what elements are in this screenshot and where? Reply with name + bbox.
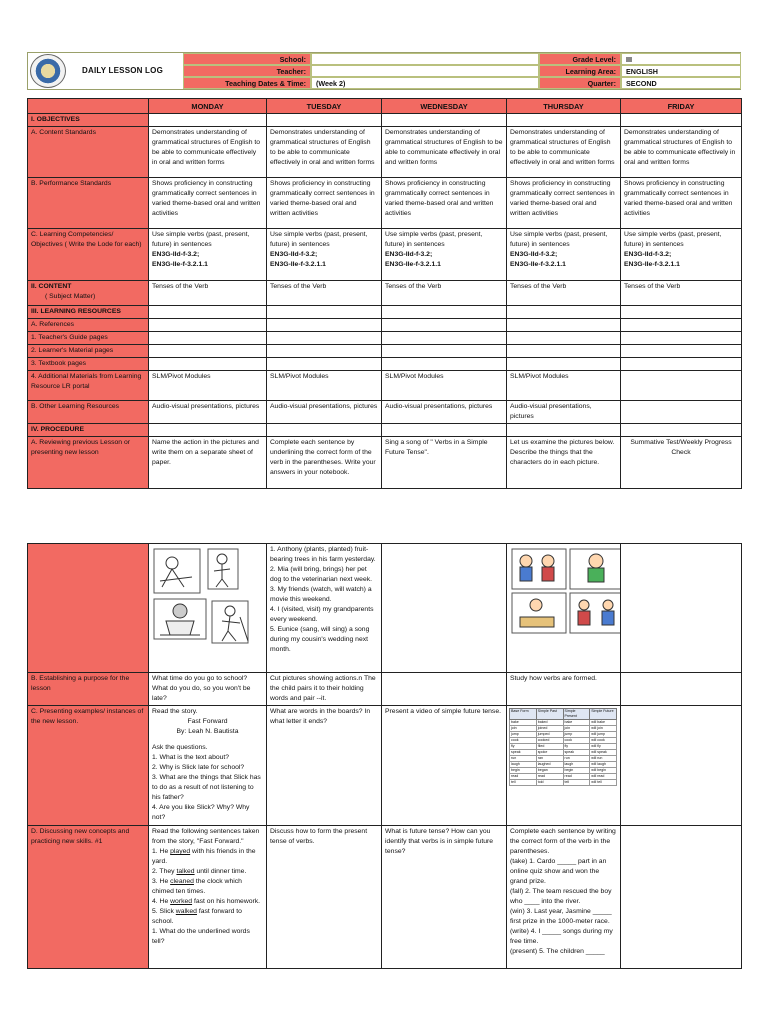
verb-table-cell: laughed — [536, 762, 563, 768]
examples-mon: Read the story. Fast Forward By: Leah N. Bautista Ask the questions. 1. What is the text about? 2. Why is Slick late for school? 3. What are the things that Slick has to do as a result of not listening to his father? 4. Are you like Slick? Why? Why not? — [149, 706, 267, 826]
performance-standards-wed: Shows proficiency in constructing grammatically correct sentences in varied theme-based oral and written activities — [382, 178, 507, 229]
examples-thu — [507, 706, 621, 826]
additional-materials-row — [28, 371, 742, 401]
verb-table-row — [510, 780, 617, 786]
competencies-mon: Use simple verbs (past, present, future) in sentences EN3G-IId-f-3.2; EN3G-IIe-f-3.2.1.1 — [149, 229, 267, 281]
verb-table-cell: join — [563, 726, 590, 732]
school-label: School: — [183, 53, 311, 65]
competencies-label: C. Learning Competencies/ Objectives ( Write the Lode for each) — [28, 229, 149, 281]
competencies-wed: Use simple verbs (past, present, future) in sentences EN3G-IId-f-3.2; EN3G-IIe-f-3.2.1.1 — [382, 229, 507, 281]
review-fri: Summative Test/Weekly Progress Check — [621, 437, 742, 489]
verb-table-cell: will bake — [590, 720, 617, 726]
verb-table-cell: begin — [510, 768, 537, 774]
verb-table-cell: will speak — [590, 750, 617, 756]
performance-standards-mon: Shows proficiency in constructing grammatically correct sentences in varied theme-based oral and written activities — [149, 178, 267, 229]
other-tue: Audio-visual presentations, pictures — [267, 401, 382, 424]
verb-table-cell: cooked — [536, 738, 563, 744]
verb-table-cell: tell — [563, 780, 590, 786]
content-standards-row — [28, 127, 742, 178]
textbook-label: 3. Textbook pages — [28, 358, 149, 371]
verb-table-cell: read — [536, 774, 563, 780]
discussing-row — [28, 826, 742, 969]
teaching-dates-label: Teaching Dates & Time: — [183, 77, 311, 89]
story-sentence-5: 5. Slick walked fast forward to school. — [152, 908, 242, 925]
competencies-row — [28, 229, 742, 281]
review-wed: Sing a song of " Verbs in a Simple Future Tense". — [382, 437, 507, 489]
action-pictures-image — [152, 547, 262, 665]
verb-table-cell: read — [510, 774, 537, 780]
day-header-row — [28, 99, 742, 114]
corner-cell — [28, 99, 149, 114]
other-mon: Audio-visual presentations, pictures — [149, 401, 267, 424]
performance-standards-fri: Shows proficiency in constructing grammatically correct sentences in varied theme-based oral and written activities — [621, 178, 742, 229]
teachers-guide-label: 1. Teacher's Guide pages — [28, 332, 149, 345]
verb-table-cell: cook — [563, 738, 590, 744]
verb-table-cell: jump — [563, 732, 590, 738]
performance-standards-tue: Shows proficiency in constructing grammatically correct sentences in varied theme-based oral and written activities — [267, 178, 382, 229]
additional-tue: SLM/Pivot Modules — [267, 371, 382, 401]
characters-pictures-image — [510, 547, 621, 637]
purpose-label: B. Establishing a purpose for the lesson — [28, 673, 149, 706]
discussing-mon: Read the following sentences taken from the story, "Fast Forward." 1. He played with his friends in the yard. 2. They talked until dinner time. 3. He cleaned the clock which chimed ten times. 4. He worked fast on his homework. 5. Slick walked fast forward to school. 1. What do the underlined words tell? — [149, 826, 267, 969]
other-wed: Audio-visual presentations, pictures — [382, 401, 507, 424]
examples-row — [28, 706, 742, 826]
verb-table-cell: laugh — [510, 762, 537, 768]
additional-materials-label: 4. Additional Materials from Learning Resource LR portal — [28, 371, 149, 401]
content-standards-fri: Demonstrates understanding of grammatical structures of English to be able to communicate effectively in oral and written forms — [621, 127, 742, 178]
verb-table-cell: will begin — [590, 768, 617, 774]
objectives-row — [28, 114, 742, 127]
content-row — [28, 281, 742, 306]
verb-table-cell: speak — [510, 750, 537, 756]
verb-table-cell: will laugh — [590, 762, 617, 768]
additional-thu: SLM/Pivot Modules — [507, 371, 621, 401]
verb-table-cell: cook — [510, 738, 537, 744]
verb-table-cell: flied — [536, 744, 563, 750]
verb-table-cell: run — [563, 756, 590, 762]
discussing-tue: Discuss how to form the present tense of verbs. — [267, 826, 382, 969]
verb-table-cell: jumped — [536, 732, 563, 738]
review-continued-row — [28, 544, 742, 673]
review-mon: Name the action in the pictures and write them on a separate sheet of paper. — [149, 437, 267, 489]
verb-table-cell: fly — [510, 744, 537, 750]
verb-table-cell: tell — [510, 780, 537, 786]
review-row — [28, 437, 742, 489]
procedure-label: IV. PROCEDURE — [28, 424, 149, 437]
learning-area-label: Learning Area: — [539, 65, 621, 77]
verb-table-cell: ran — [536, 756, 563, 762]
discussing-thu: Complete each sentence by writing the correct form of the verb in the parentheses. (take) 1. Cardo _____ part in an online quiz show and won the grand prize. (fall) 2. The team rescued the boy who ____ into the river. (win) 3. Last year, Jasmine _____ first prize in the 1000-meter race. (write) 4. I _____ songs during my free time. (present) 5. The children _____ — [507, 826, 621, 969]
grade-level-label: Grade Level: — [539, 53, 621, 65]
resources-label: III. LEARNING RESOURCES — [28, 306, 149, 319]
content-standards-tue: Demonstrates understanding of grammatical structures of English to be able to communicate effectively in oral and written forms — [267, 127, 382, 178]
teacher-label: Teacher: — [183, 65, 311, 77]
verb-table-cell: joined — [536, 726, 563, 732]
learners-material-row — [28, 345, 742, 358]
additional-wed: SLM/Pivot Modules — [382, 371, 507, 401]
story-sentence-4: 4. He worked fast on his homework. — [152, 898, 261, 905]
verb-table-cell: will read — [590, 774, 617, 780]
verb-table-cell: bake — [563, 720, 590, 726]
content-label: II. CONTENT ( Subject Matter) — [28, 281, 149, 306]
purpose-tue: Cut pictures showing actions.n The the child pairs it to their holding words and pair --it. — [267, 673, 382, 706]
verb-table-cell: fly — [563, 744, 590, 750]
review-tue: Complete each sentence by underlining the correct form of the verb in the parentheses. Write your answers in your notebook. — [267, 437, 382, 489]
grade-level-value[interactable]: III — [621, 53, 741, 65]
verb-table-header: Simple Future — [590, 709, 617, 720]
day-tuesday: TUESDAY — [267, 99, 382, 114]
textbook-row — [28, 358, 742, 371]
verb-table-cell: jump — [510, 732, 537, 738]
content-fri: Tenses of the Verb — [621, 281, 742, 306]
discussing-wed: What is future tense? How can you identify that verbs is in simple future tense? — [382, 826, 507, 969]
verb-table-cell: will jump — [590, 732, 617, 738]
references-label: A. References — [28, 319, 149, 332]
review-pictures-thu — [507, 544, 621, 673]
purpose-thu: Study how verbs are formed. — [507, 673, 621, 706]
verb-table-header: Base Form — [510, 709, 537, 720]
verb-table-cell: read — [563, 774, 590, 780]
verb-table-cell: spoke — [536, 750, 563, 756]
resources-row — [28, 306, 742, 319]
quarter-value[interactable]: SECOND — [621, 77, 741, 89]
story-author: By: Leah N. Bautista — [176, 728, 239, 735]
content-standards-wed: Demonstrates understanding of grammatical structures of English to be able to communicate effectively in oral and written forms — [382, 127, 507, 178]
review-thu: Let us examine the pictures below. Describe the things that the characters do in each picture. — [507, 437, 621, 489]
content-mon: Tenses of the Verb — [149, 281, 267, 306]
verb-table-cell: speak — [563, 750, 590, 756]
day-wednesday: WEDNESDAY — [382, 99, 507, 114]
teachers-guide-row — [28, 332, 742, 345]
day-friday: FRIDAY — [621, 99, 742, 114]
examples-tue: What are words in the boards? In what letter it ends? — [267, 706, 382, 826]
verb-table-header: Simple Present — [563, 709, 590, 720]
verb-table-cell: baked — [536, 720, 563, 726]
teacher-value[interactable] — [311, 65, 539, 77]
verb-table-cell: will cook — [590, 738, 617, 744]
lesson-log-table-1 — [27, 98, 742, 489]
story-title: Fast Forward — [187, 718, 228, 725]
content-standards-mon: Demonstrates understanding of grammatical structures of English to be able to communicate effectively in oral and written forms — [149, 127, 267, 178]
verb-table-cell: run — [510, 756, 537, 762]
review-pictures-mon — [149, 544, 267, 673]
page-title: DAILY LESSON LOG — [82, 66, 163, 75]
objectives-label: I. OBJECTIVES — [28, 114, 149, 127]
competencies-fri: Use simple verbs (past, present, future) in sentences EN3G-IId-f-3.2; EN3G-IIe-f-3.2.1.1 — [621, 229, 742, 281]
other-resources-label: B. Other Learning Resources — [28, 401, 149, 424]
teaching-dates-value[interactable]: (Week 2) — [311, 77, 539, 89]
purpose-mon: What time do you go to school? What do you do, so you won't be late? — [149, 673, 267, 706]
story-sentence-1: 1. He played with his friends in the yard. — [152, 848, 256, 865]
verb-table-cell: laugh — [563, 762, 590, 768]
day-thursday: THURSDAY — [507, 99, 621, 114]
verb-table-cell: began — [536, 768, 563, 774]
references-row — [28, 319, 742, 332]
learning-area-value[interactable]: ENGLISH — [621, 65, 741, 77]
competencies-tue: Use simple verbs (past, present, future) in sentences EN3G-IId-f-3.2; EN3G-IIe-f-3.2.1.1 — [267, 229, 382, 281]
discussing-label: D. Discussing new concepts and practicing new skills. #1 — [28, 826, 149, 969]
verb-table-cell: join — [510, 726, 537, 732]
content-wed: Tenses of the Verb — [382, 281, 507, 306]
verb-table-cell: bake — [510, 720, 537, 726]
story-sentence-2: 2. They talked until dinner time. — [152, 868, 247, 875]
verb-table-cell: told — [536, 780, 563, 786]
examples-wed: Present a video of simple future tense. — [382, 706, 507, 826]
other-resources-row — [28, 401, 742, 424]
performance-standards-row — [28, 178, 742, 229]
additional-mon: SLM/Pivot Modules — [149, 371, 267, 401]
performance-standards-thu: Shows proficiency in constructing grammatically correct sentences in varied theme-based oral and written activities — [507, 178, 621, 229]
lesson-log-table-2 — [27, 543, 742, 969]
deped-seal-icon — [30, 54, 66, 88]
verb-table-header: Simple Past — [536, 709, 563, 720]
learners-material-label: 2. Learner's Material pages — [28, 345, 149, 358]
review-sentences-tue: 1. Anthony (plants, planted) fruit-bearing trees in his farm yesterday. 2. Mia (will bring, brings) her pet dog to the veterinarian next week. 3. My friends (watch, will watch) a movie this weekend. 4. I (visited, visit) my grandparents every weekend. 5. Eunice (sang, will sing) a song during my cousin's wedding next month. — [267, 544, 382, 673]
procedure-row — [28, 424, 742, 437]
purpose-row — [28, 673, 742, 706]
verb-table-cell: begin — [563, 768, 590, 774]
school-value[interactable] — [311, 53, 539, 65]
competencies-thu: Use simple verbs (past, present, future) in sentences EN3G-IId-f-3.2; EN3G-IIe-f-3.2.1.1 — [507, 229, 621, 281]
examples-label: C. Presenting examples/ instances of the new lesson. — [28, 706, 149, 826]
other-thu: Audio-visual presentations, pictures — [507, 401, 621, 424]
content-standards-thu: Demonstrates understanding of grammatical structures of English to be able to communicate effectively in oral and written forms — [507, 127, 621, 178]
day-monday: MONDAY — [149, 99, 267, 114]
verb-forms-table — [509, 708, 617, 786]
content-tue: Tenses of the Verb — [267, 281, 382, 306]
verb-table-cell: will run — [590, 756, 617, 762]
performance-standards-label: B. Performance Standards — [28, 178, 149, 229]
quarter-label: Quarter: — [539, 77, 621, 89]
verb-table-cell: will join — [590, 726, 617, 732]
content-thu: Tenses of the Verb — [507, 281, 621, 306]
review-label: A. Reviewing previous Lesson or presenting new lesson — [28, 437, 149, 489]
content-standards-label: A. Content Standards — [28, 127, 149, 178]
verb-table-cell: will tell — [590, 780, 617, 786]
story-sentence-3: 3. He cleaned the clock which chimed ten times. — [152, 878, 242, 895]
verb-table-cell: will fly — [590, 744, 617, 750]
